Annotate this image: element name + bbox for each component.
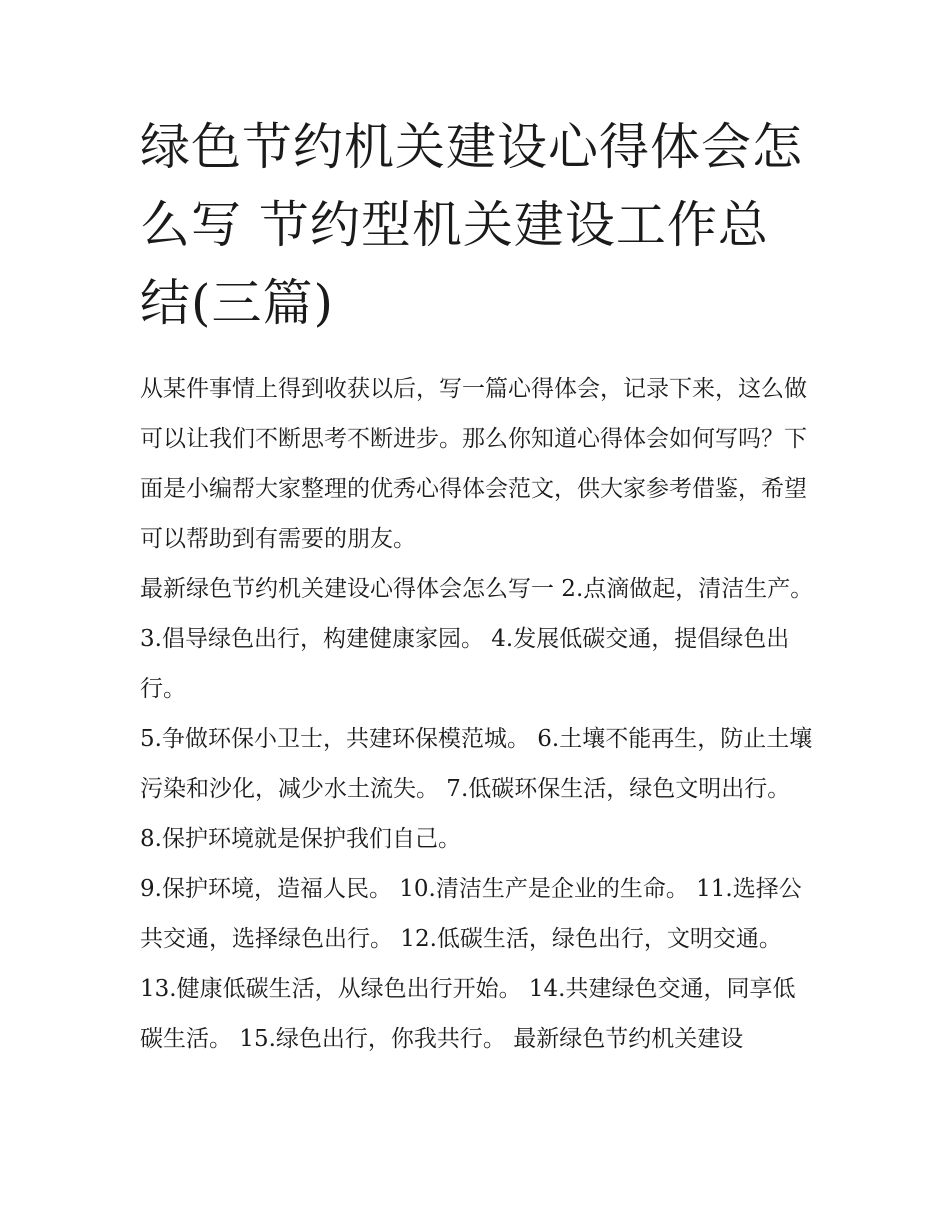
section-one-paragraph: 最新绿色节约机关建设心得体会怎么写一 2.点滴做起，清洁生产。 3.倡导绿色出行，构建健康家园。 4.发展低碳交通，提倡绿色出行。 bbox=[140, 576, 814, 702]
slogan-paragraph-1: 5.争做环保小卫士，共建环保模范城。 6.土壤不能再生，防止土壤污染和沙化，减少水土流失。 7.低碳环保生活，绿色文明出行。 8.保护环境就是保护我们自己。 bbox=[140, 726, 813, 852]
intro-paragraph: 从某件事情上得到收获以后，写一篇心得体会，记录下来，这么做可以让我们不断思考不断进步。那么你知道心得体会如何写吗？下面是小编帮大家整理的优秀心得体会范文，供大家参考借鉴，希望可以帮助到有需要的朋友。 bbox=[140, 376, 807, 552]
slogan-paragraph-3: 13.健康低碳生活，从绿色出行开始。 14.共建绿色交通，同享低碳生活。 15.绿色出行，你我共行。 最新绿色节约机关建设 bbox=[140, 976, 796, 1052]
slogan-paragraph-2: 9.保护环境，造福人民。 10.清洁生产是企业的生命。 11.选择公共交通，选择绿色出行。 12.低碳生活，绿色出行，文明交通。 bbox=[140, 876, 802, 952]
document-page bbox=[140, 108, 816, 1064]
document-title: 绿色节约机关建设心得体会怎么写 节约型机关建设工作总结(三篇) bbox=[140, 118, 803, 332]
